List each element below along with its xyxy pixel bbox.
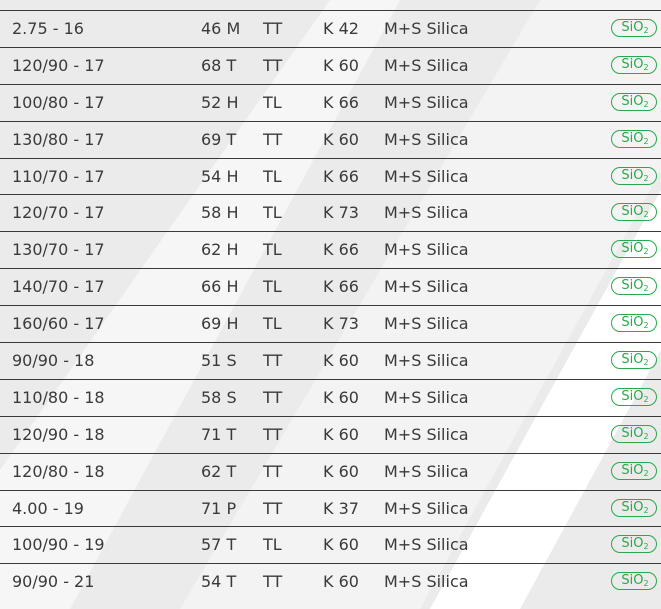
silica-badge-subscript: 2 xyxy=(643,579,649,589)
silica-badge-icon xyxy=(611,351,657,369)
silica-badge-subscript: 2 xyxy=(643,99,649,109)
tire-size-cell: 120/70 - 17 xyxy=(12,203,105,223)
compound-cell: K 66 xyxy=(323,277,359,297)
silica-badge-icon xyxy=(611,130,657,148)
silica-badge-subscript: 2 xyxy=(643,284,649,294)
table-row xyxy=(0,47,661,84)
silica-badge-icon xyxy=(611,425,657,443)
table-row xyxy=(0,121,661,158)
tire-size-cell: 130/80 - 17 xyxy=(12,129,105,149)
load-speed-index-cell: 62 T xyxy=(201,461,237,481)
material-cell: M+S Silica xyxy=(384,19,469,38)
material-cell: M+S Silica xyxy=(384,572,469,592)
table-row xyxy=(0,526,661,563)
load-speed-index-cell: 54 T xyxy=(201,572,237,592)
silica-badge-icon xyxy=(611,203,657,221)
tube-type-cell: TL xyxy=(263,203,282,223)
tube-type-cell: TT xyxy=(263,129,283,149)
material-cell: M+S Silica xyxy=(384,314,469,334)
load-speed-index-cell: 71 T xyxy=(201,424,237,444)
silica-badge-subscript: 2 xyxy=(643,321,649,331)
tire-size-cell: 100/90 - 19 xyxy=(12,535,105,555)
load-speed-index-cell: 58 S xyxy=(201,387,237,407)
table-row xyxy=(0,194,661,231)
silica-badge-icon xyxy=(611,19,657,37)
tube-type-cell: TT xyxy=(263,55,283,75)
tube-type-cell: TT xyxy=(263,461,283,481)
tube-type-cell: TL xyxy=(263,535,282,555)
silica-badge-label: SiO xyxy=(621,204,644,220)
load-speed-index-cell: 52 H xyxy=(201,92,239,112)
tube-type-cell: TT xyxy=(263,351,283,371)
load-speed-index-cell: 71 P xyxy=(201,498,237,518)
tube-type-cell: TT xyxy=(263,387,283,407)
tube-type-cell: TL xyxy=(263,166,282,186)
silica-badge-subscript: 2 xyxy=(643,62,649,72)
tire-size-cell: 110/80 - 18 xyxy=(12,387,105,407)
tube-type-cell: TT xyxy=(263,424,283,444)
silica-badge-subscript: 2 xyxy=(643,247,649,257)
silica-badge-subscript: 2 xyxy=(643,394,649,404)
table-row xyxy=(0,490,661,527)
compound-cell: K 37 xyxy=(323,498,359,518)
tube-type-cell: TL xyxy=(263,240,282,260)
silica-badge-icon xyxy=(611,240,657,258)
silica-badge-label: SiO xyxy=(621,536,644,552)
silica-badge-label: SiO xyxy=(621,315,644,331)
silica-badge-label: SiO xyxy=(621,388,644,404)
silica-badge-label: SiO xyxy=(621,573,644,589)
tire-size-cell: 90/90 - 21 xyxy=(12,572,95,592)
material-cell: M+S Silica xyxy=(384,461,469,481)
compound-cell: K 66 xyxy=(323,240,359,260)
silica-badge-icon xyxy=(611,314,657,332)
table-row xyxy=(0,10,661,47)
compound-cell: K 60 xyxy=(323,424,359,444)
tire-size-cell: 120/80 - 18 xyxy=(12,461,105,481)
silica-badge-label: SiO xyxy=(621,130,644,146)
tire-size-cell: 120/90 - 18 xyxy=(12,424,105,444)
load-speed-index-cell: 68 T xyxy=(201,55,237,75)
tube-type-cell: TL xyxy=(263,277,282,297)
load-speed-index-cell: 51 S xyxy=(201,351,237,371)
load-speed-index-cell: 57 T xyxy=(201,535,237,555)
load-speed-index-cell: 46 M xyxy=(201,19,241,38)
tire-size-cell: 2.75 - 16 xyxy=(12,19,84,38)
tire-size-cell: 90/90 - 18 xyxy=(12,351,95,371)
material-cell: M+S Silica xyxy=(384,387,469,407)
material-cell: M+S Silica xyxy=(384,535,469,555)
silica-badge-subscript: 2 xyxy=(643,505,649,515)
load-speed-index-cell: 69 T xyxy=(201,129,237,149)
silica-badge-icon xyxy=(611,499,657,517)
tire-size-cell: 140/70 - 17 xyxy=(12,277,105,297)
tire-size-cell: 130/70 - 17 xyxy=(12,240,105,260)
silica-badge-subscript: 2 xyxy=(643,431,649,441)
silica-badge-icon xyxy=(611,388,657,406)
compound-cell: K 60 xyxy=(323,572,359,592)
material-cell: M+S Silica xyxy=(384,166,469,186)
silica-badge-label: SiO xyxy=(621,93,644,109)
table-row xyxy=(0,416,661,453)
tire-size-cell: 120/90 - 17 xyxy=(12,55,105,75)
material-cell: M+S Silica xyxy=(384,351,469,371)
silica-badge-icon xyxy=(611,572,657,590)
silica-badge-icon xyxy=(611,56,657,74)
compound-cell: K 60 xyxy=(323,351,359,371)
tube-type-cell: TT xyxy=(263,572,283,592)
table-row xyxy=(0,231,661,268)
silica-badge-subscript: 2 xyxy=(643,26,649,35)
material-cell: M+S Silica xyxy=(384,424,469,444)
silica-badge-label: SiO xyxy=(621,167,644,183)
tire-size-table xyxy=(0,10,661,600)
silica-badge-subscript: 2 xyxy=(643,173,649,183)
silica-badge-label: SiO xyxy=(621,278,644,294)
silica-badge-subscript: 2 xyxy=(643,542,649,552)
material-cell: M+S Silica xyxy=(384,240,469,260)
compound-cell: K 60 xyxy=(323,387,359,407)
load-speed-index-cell: 62 H xyxy=(201,240,239,260)
table-row xyxy=(0,305,661,342)
tube-type-cell: TT xyxy=(263,19,283,38)
tube-type-cell: TL xyxy=(263,92,282,112)
silica-badge-icon xyxy=(611,277,657,295)
silica-badge-label: SiO xyxy=(621,241,644,257)
compound-cell: K 66 xyxy=(323,92,359,112)
tire-size-cell: 110/70 - 17 xyxy=(12,166,105,186)
material-cell: M+S Silica xyxy=(384,498,469,518)
silica-badge-icon xyxy=(611,93,657,111)
material-cell: M+S Silica xyxy=(384,92,469,112)
silica-badge-label: SiO xyxy=(621,56,644,72)
silica-badge-label: SiO xyxy=(621,352,644,368)
silica-badge-label: SiO xyxy=(621,20,644,35)
compound-cell: K 60 xyxy=(323,55,359,75)
load-speed-index-cell: 69 H xyxy=(201,314,239,334)
table-row xyxy=(0,268,661,305)
compound-cell: K 42 xyxy=(323,19,359,38)
compound-cell: K 60 xyxy=(323,129,359,149)
load-speed-index-cell: 54 H xyxy=(201,166,239,186)
table-row xyxy=(0,158,661,195)
silica-badge-label: SiO xyxy=(621,499,644,515)
tire-size-cell: 4.00 - 19 xyxy=(12,498,84,518)
silica-badge-subscript: 2 xyxy=(643,358,649,368)
material-cell: M+S Silica xyxy=(384,55,469,75)
table-row xyxy=(0,379,661,416)
compound-cell: K 73 xyxy=(323,203,359,223)
silica-badge-subscript: 2 xyxy=(643,468,649,478)
material-cell: M+S Silica xyxy=(384,277,469,297)
tire-size-cell: 160/60 - 17 xyxy=(12,314,105,334)
table-row xyxy=(0,563,661,600)
table-row xyxy=(0,342,661,379)
table-row xyxy=(0,453,661,490)
silica-badge-label: SiO xyxy=(621,425,644,441)
compound-cell: K 60 xyxy=(323,461,359,481)
compound-cell: K 73 xyxy=(323,314,359,334)
silica-badge-icon xyxy=(611,535,657,553)
material-cell: M+S Silica xyxy=(384,129,469,149)
silica-badge-icon xyxy=(611,462,657,480)
compound-cell: K 66 xyxy=(323,166,359,186)
silica-badge-subscript: 2 xyxy=(643,210,649,220)
tire-size-cell: 100/80 - 17 xyxy=(12,92,105,112)
load-speed-index-cell: 66 H xyxy=(201,277,239,297)
tube-type-cell: TT xyxy=(263,498,283,518)
table-row xyxy=(0,84,661,121)
silica-badge-subscript: 2 xyxy=(643,136,649,146)
silica-badge-label: SiO xyxy=(621,462,644,478)
compound-cell: K 60 xyxy=(323,535,359,555)
tube-type-cell: TL xyxy=(263,314,282,334)
material-cell: M+S Silica xyxy=(384,203,469,223)
silica-badge-icon xyxy=(611,167,657,185)
load-speed-index-cell: 58 H xyxy=(201,203,239,223)
